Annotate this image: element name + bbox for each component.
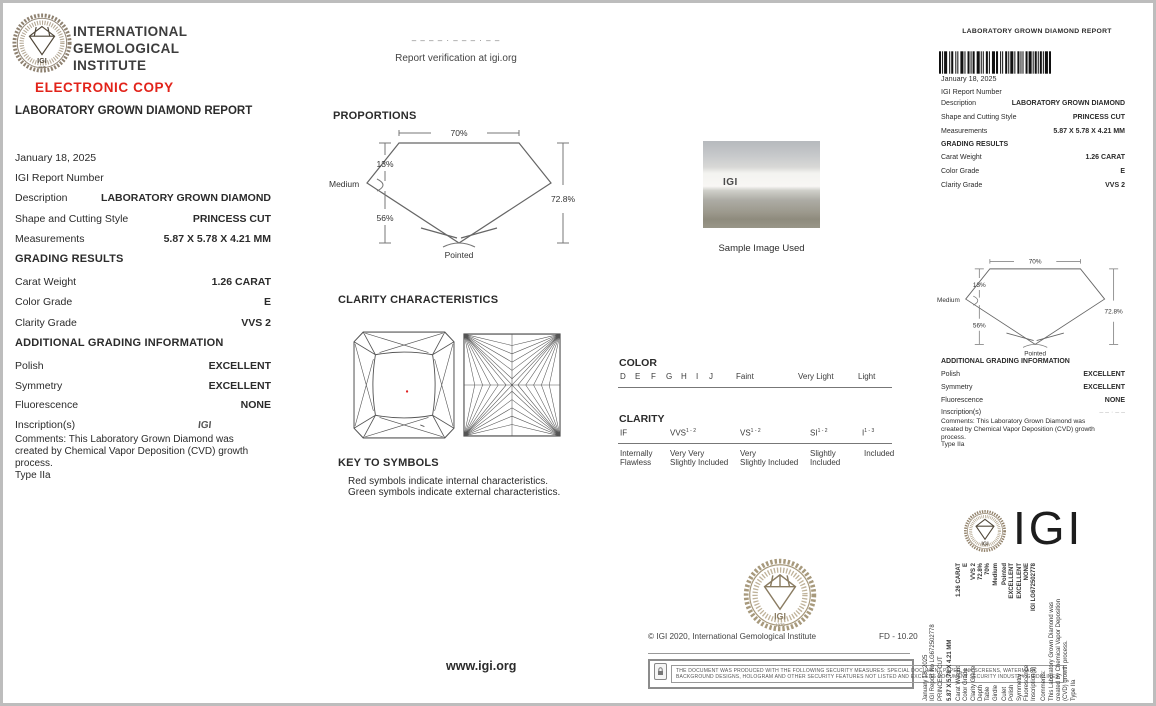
svg-text:1975: 1975	[38, 65, 46, 70]
stub-grading-heading: GRADING RESULTS	[941, 141, 1009, 148]
row-value: EXCELLENT	[208, 360, 271, 372]
rot-row: Polish EXCELLENT	[1009, 563, 1016, 701]
row-value: VVS 2	[241, 317, 271, 329]
brand-line-3: INSTITUTE	[73, 58, 147, 73]
report-row-fluorescence	[15, 399, 271, 411]
svg-text:IGI: IGI	[981, 541, 989, 548]
girdle-label: Medium	[329, 179, 360, 189]
row-label: Shape and Cutting Style	[15, 213, 129, 225]
pavilion-percent-label: 56%	[972, 322, 986, 330]
clarity-scale-grades	[618, 427, 894, 439]
table-percent-label: 70%	[450, 128, 468, 138]
sample-image-caption: Sample Image Used	[718, 243, 805, 254]
clarity-label: Slightly Included	[810, 449, 841, 467]
electronic-copy-label: ELECTRONIC COPY	[35, 80, 174, 95]
clarity-grade: VS$^{1 - 2}$	[740, 428, 761, 438]
rot-row: Culet Pointed	[1001, 563, 1008, 701]
report-number-label: IGI Report Number	[15, 172, 104, 184]
sample-image	[703, 141, 820, 228]
internal-inclusion-mark	[406, 390, 408, 392]
clarity-plot-pavilion	[463, 333, 561, 442]
rot-row: Girdle Medium	[992, 563, 999, 701]
clarity-grade: SI$^{1 - 2}$	[810, 428, 828, 438]
rot-row: Carat Weight 1.26 CARAT	[956, 563, 963, 701]
stub-comments: Comments: This Laboratory Grown Diamond was created by Chemical Vapor Deposition (CVD) growth process. Type IIa	[941, 418, 1095, 449]
brand-name	[73, 23, 187, 74]
secure-document-icon	[654, 663, 667, 685]
row-value: 1.26 CARAT	[211, 276, 271, 288]
color-range-faint: Faint	[736, 372, 754, 381]
clarity-grade: $I^{1 - 3}$	[862, 428, 875, 438]
key-to-symbols-text	[348, 476, 560, 498]
grading-results-heading: GRADING RESULTS	[15, 253, 124, 265]
color-range-very-light: Very Light	[798, 372, 834, 381]
svg-text:IGI: IGI	[774, 611, 786, 622]
rot-row: Fluorescence NONE	[1023, 563, 1030, 701]
rot-shape: PRINCESS CUT	[937, 656, 944, 701]
row-label: Color Grade	[15, 296, 73, 308]
report-date: January 18, 2025	[15, 152, 97, 164]
stub-row-inscription: Inscription(s) – – · – –	[941, 409, 1125, 416]
rot-row: Table 70%	[985, 563, 992, 701]
report-row-measurements	[15, 233, 271, 245]
additional-grading-heading: ADDITIONAL GRADING INFORMATION	[15, 337, 224, 349]
form-code: FD - 10.20	[879, 632, 918, 641]
report-row-color	[15, 296, 271, 308]
rot-measurements: 5.87 X 5.78 X 4.21 MM	[946, 639, 953, 701]
key-line-red: Red symbols indicate internal characteristics.	[348, 476, 549, 487]
row-label: Polish	[15, 360, 44, 372]
depth-percent-label: 72.8%	[550, 194, 576, 204]
girdle-label: Medium	[937, 297, 960, 305]
row-value: PRINCESS CUT	[192, 213, 271, 225]
color-range-light: Light	[858, 372, 876, 381]
clarity-scale-rule	[618, 443, 892, 444]
culet-label: Pointed	[1024, 350, 1047, 358]
clarity-label: Very Very Slightly Included	[670, 449, 729, 467]
report-row-shape	[15, 213, 271, 225]
rot-row: Symmetry EXCELLENT	[1016, 563, 1023, 701]
comments-line: Type IIa	[15, 470, 51, 481]
stub-row-symmetry: Symmetry EXCELLENT	[941, 384, 1125, 391]
row-label: Symmetry	[15, 380, 63, 392]
stub-row-clarity: Clarity Grade VVS 2	[941, 182, 1125, 189]
clarity-scale-labels	[618, 449, 904, 471]
key-to-symbols-heading: KEY TO SYMBOLS	[338, 457, 439, 469]
row-value: NONE	[240, 399, 271, 411]
igi-inscription-logo-icon: IGI	[197, 420, 212, 431]
row-label: Inscription(s)	[15, 419, 76, 431]
clarity-label: Very Slightly Included	[740, 449, 799, 467]
rot-row: Depth 72.8%	[978, 563, 985, 701]
row-label: Clarity Grade	[15, 317, 77, 329]
stub-proportions-diagram	[931, 255, 1131, 364]
color-letter: J	[709, 372, 713, 381]
stub-inscription-masked: – – · – –	[1099, 409, 1125, 416]
rot-date: January 18, 2025	[923, 654, 929, 701]
igi-logo-text: IGI	[1013, 502, 1084, 554]
color-scale	[618, 372, 894, 384]
brand-line-2: GEMOLOGICAL	[73, 41, 180, 56]
color-letter: G	[666, 372, 673, 381]
stub-rotated-summary	[923, 555, 1095, 701]
color-letter: D	[620, 372, 626, 381]
copyright-text: © IGI 2020, International Gemological Institute	[648, 632, 817, 641]
culet-label: Pointed	[444, 250, 474, 260]
report-row-inscription	[15, 419, 211, 431]
masked-report-number: – – – – · – – – · – –	[411, 36, 501, 45]
report-row-clarity	[15, 317, 271, 329]
report-title: LABORATORY GROWN DIAMOND REPORT	[15, 105, 253, 117]
report-row-symmetry	[15, 380, 271, 392]
website-text: www.igi.org	[446, 659, 517, 673]
stub-row-polish: Polish EXCELLENT	[941, 371, 1125, 378]
stub-row-description: Description LABORATORY GROWN DIAMOND	[941, 100, 1125, 107]
clarity-grade: VVS$^{1 - 2}$	[670, 428, 697, 438]
clarity-characteristics-heading: CLARITY CHARACTERISTICS	[338, 294, 499, 306]
stub-date: January 18, 2025	[941, 74, 997, 83]
row-value: LABORATORY GROWN DIAMOND	[101, 192, 271, 204]
clarity-plot-crown	[353, 331, 455, 444]
clarity-label: Internally Flawless	[620, 449, 653, 467]
row-label: Description	[15, 192, 68, 204]
depth-percent-label: 72.8%	[1104, 308, 1123, 316]
key-line-green: Green symbols indicate external characteristics.	[348, 487, 561, 498]
clarity-grade: IF	[620, 428, 628, 438]
row-value: 5.87 X 5.78 X 4.21 MM	[163, 233, 271, 245]
color-scale-heading: COLOR	[619, 357, 657, 369]
stub-additional-heading: ADDITIONAL GRADING INFORMATION	[941, 358, 1070, 365]
stub-row-color: Color Grade E	[941, 168, 1125, 175]
rot-comments: Comments: This Laboratory Grown Diamond was created by Chemical Vapor Deposition (CVD) growth process. Type IIa	[1041, 599, 1077, 701]
security-text: THE DOCUMENT WAS PRODUCED WITH THE FOLLOWING SECURITY MEASURES: SPECIAL DOCUMENT PAPER, INK SCREENS, WATERMARK BACKGROUND DESIGNS, HOLOGRAM AND OTHER SECURITY FEATURES NOT LISTED AND EXCEEDS DOCUMENT SECURITY INDUSTRY GUIDELINES	[671, 665, 1064, 683]
table-percent-label: 70%	[1028, 258, 1042, 266]
clarity-label: Included	[864, 449, 895, 458]
report-row-description	[15, 192, 271, 204]
comments-line: created by Chemical Vapor Deposition (CVD) growth	[15, 446, 249, 457]
color-letter: I	[696, 372, 699, 381]
report-row-polish	[15, 360, 271, 372]
igi-logo-seal-icon	[963, 509, 1007, 553]
stub-row-measurements: Measurements 5.87 X 5.78 X 4.21 MM	[941, 128, 1125, 135]
stub-row-fluorescence: Fluorescence NONE	[941, 397, 1125, 404]
crown-percent-label: 13%	[376, 159, 394, 169]
crown-percent-label: 13%	[972, 282, 986, 289]
internal-inclusion-mark	[420, 425, 424, 427]
rot-row: Inscription(s) IGI LG672502778	[1031, 563, 1038, 701]
clarity-scale-heading: CLARITY	[619, 413, 665, 425]
rot-report-no: IGI Report No LG672502778	[930, 624, 937, 701]
igi-seal-icon	[11, 12, 73, 74]
color-scale-rule	[618, 387, 892, 388]
sample-image-watermark: IGI	[723, 177, 738, 188]
report-comments	[15, 434, 295, 482]
proportions-heading: PROPORTIONS	[333, 110, 417, 122]
color-letter: H	[681, 372, 687, 381]
row-value: E	[263, 296, 271, 308]
color-letter: F	[651, 372, 656, 381]
brand-line-1: INTERNATIONAL	[73, 24, 188, 39]
comments-line: process.	[15, 458, 53, 469]
rot-row: Clarity Grade VVS 2	[970, 563, 977, 701]
row-label: Fluorescence	[15, 399, 79, 411]
comments-line: Comments: This Laboratory Grown Diamond was	[15, 434, 234, 445]
stub-row-shape: Shape and Cutting Style PRINCESS CUT	[941, 114, 1125, 121]
igi-footer-seal-icon	[742, 557, 818, 633]
report-verification-text: Report verification at igi.org	[395, 53, 517, 64]
stub-report-number-label: IGI Report Number	[941, 87, 1002, 96]
stub-title: LABORATORY GROWN DIAMOND REPORT	[962, 28, 1112, 35]
svg-text:IGI: IGI	[37, 55, 47, 65]
rot-row: Color Grade E	[963, 563, 970, 701]
pavilion-percent-label: 56%	[376, 213, 394, 223]
proportions-diagram	[321, 125, 586, 267]
row-value: EXCELLENT	[208, 380, 271, 392]
row-label: Measurements	[15, 233, 85, 245]
stub-row-carat: Carat Weight 1.26 CARAT	[941, 154, 1125, 161]
report-row-carat	[15, 276, 271, 288]
svg-text:1975: 1975	[775, 622, 785, 628]
footer-rule	[648, 653, 910, 654]
color-letter: E	[635, 372, 641, 381]
row-label: Carat Weight	[15, 276, 77, 288]
